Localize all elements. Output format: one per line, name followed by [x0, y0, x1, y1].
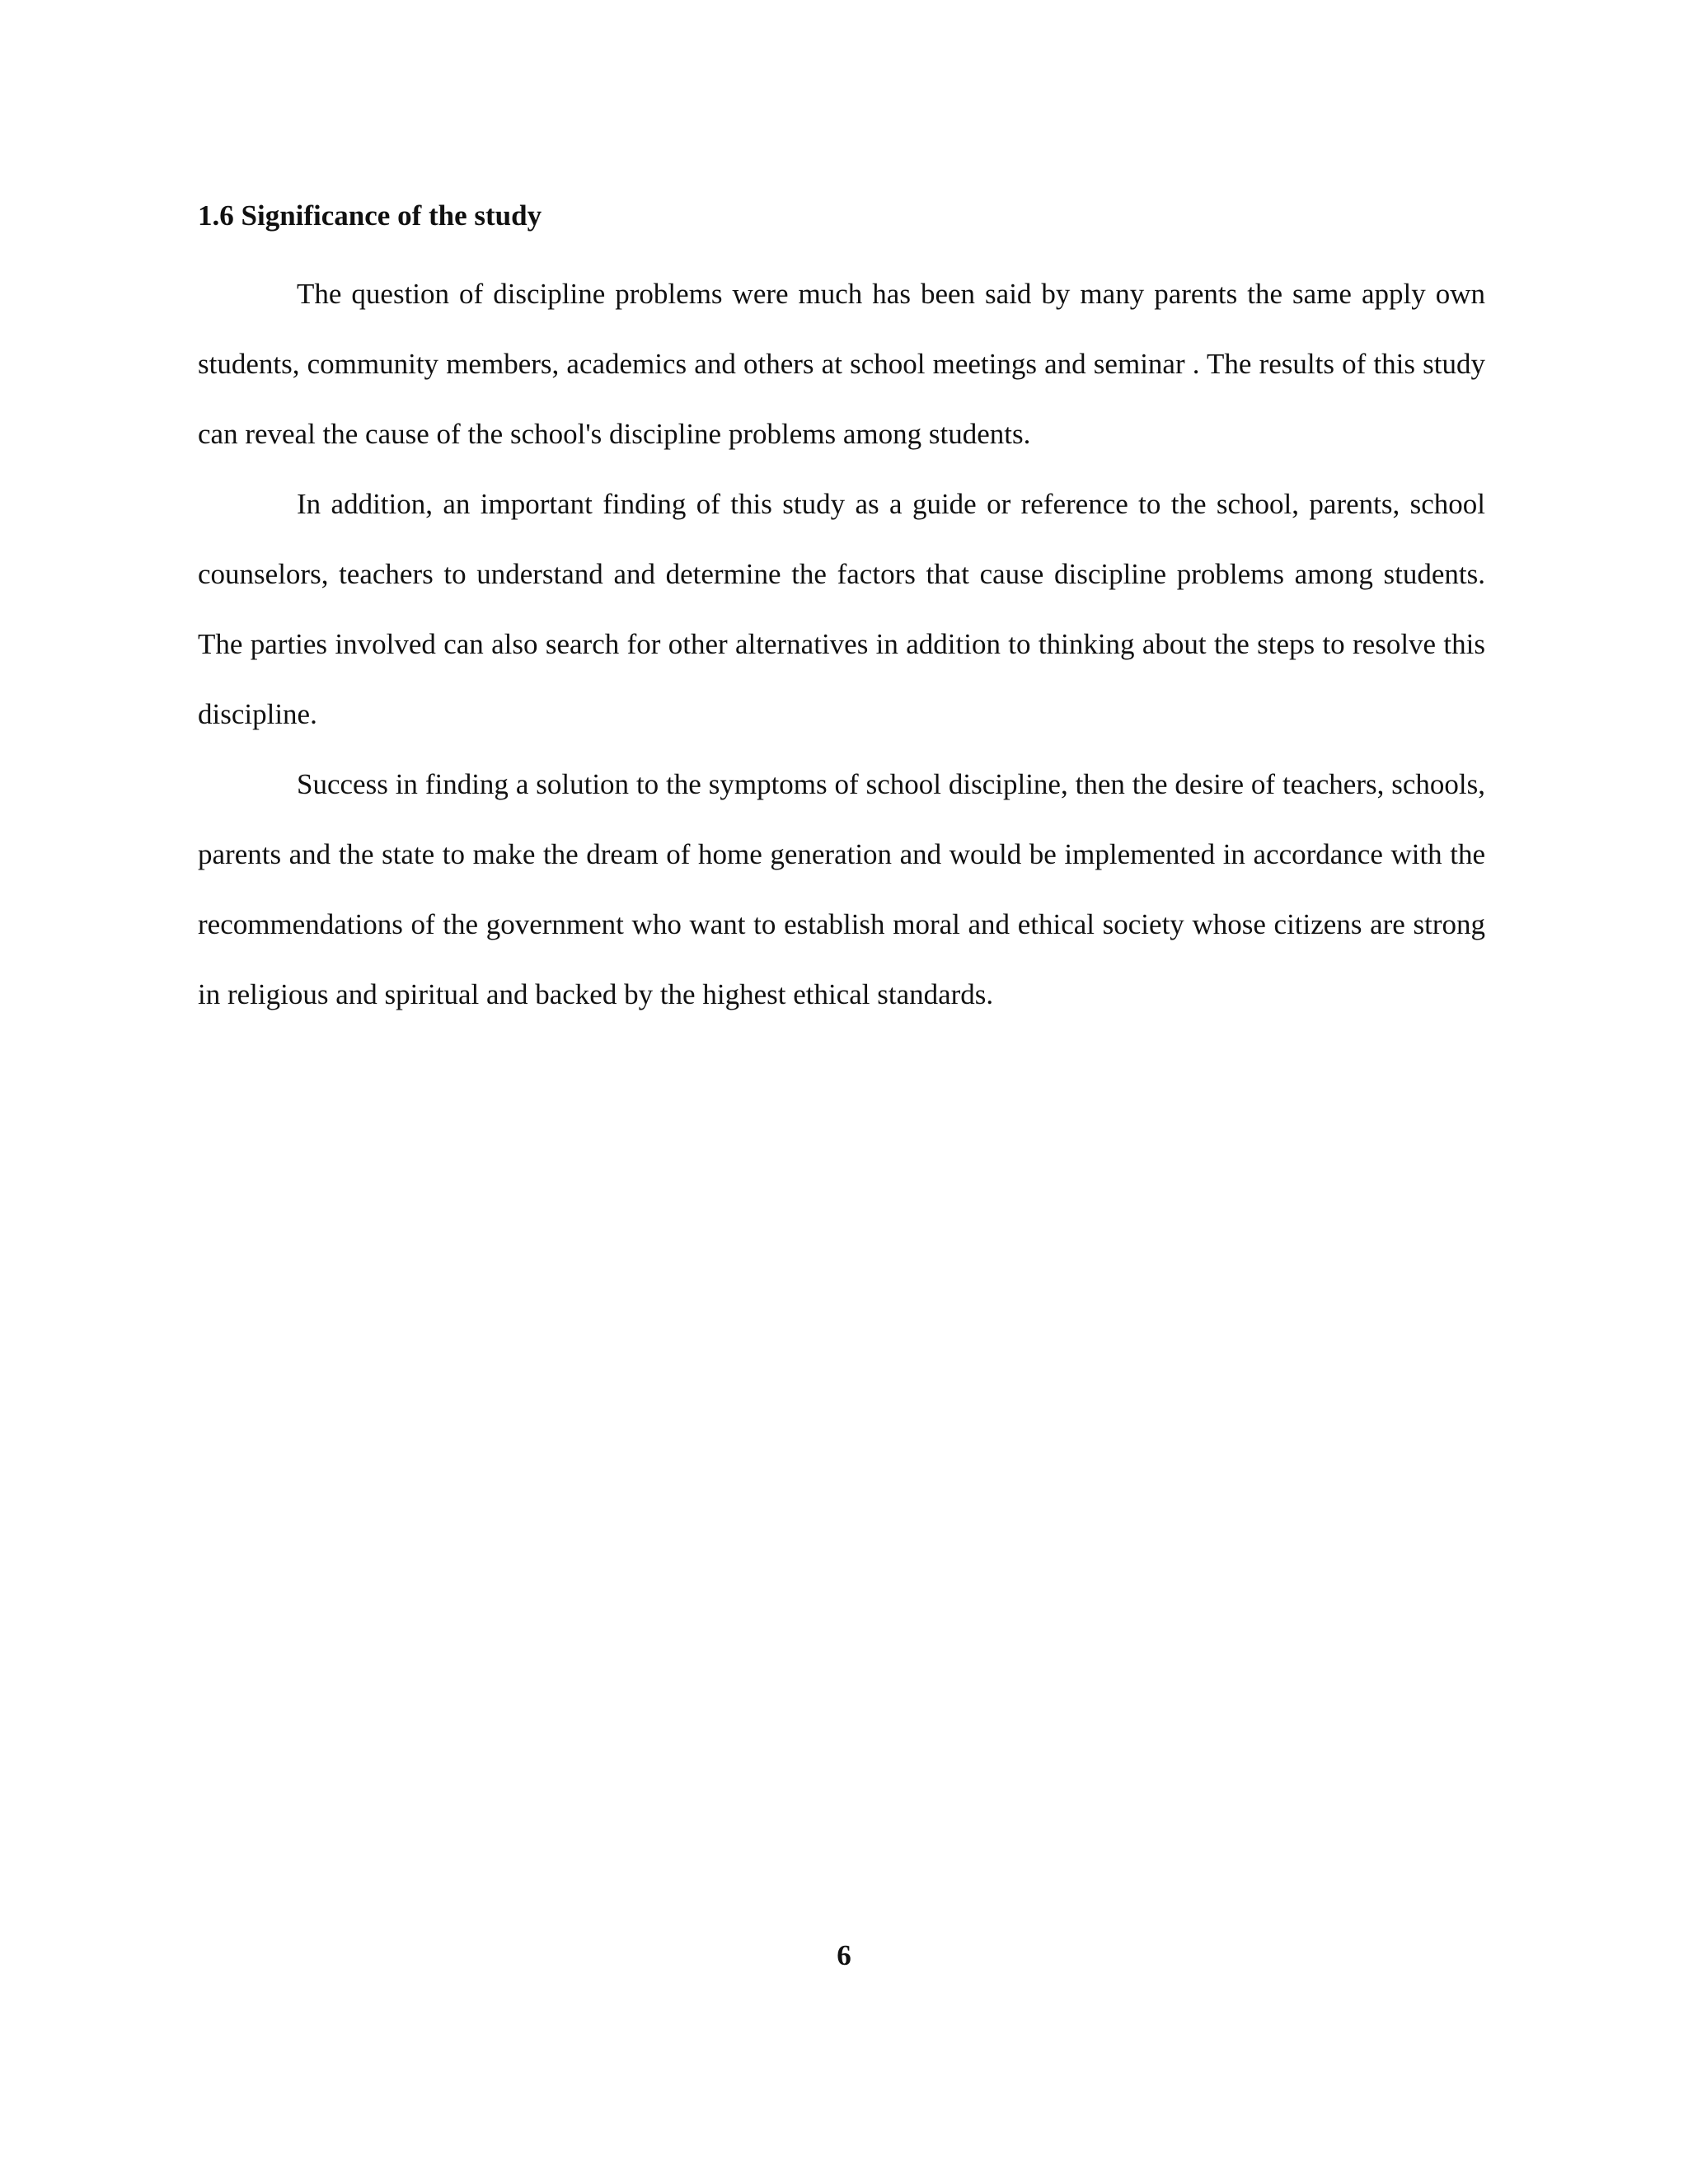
paragraph-3: Success in finding a solution to the symptoms of school discipline, then the desire of teachers, schools, parents and the state to make the dream of home generation and would be implemented in accordance with the recommendations of the government who want to establish moral and ethical society whose citizens are strong in religious and spiritual and backed by the highest ethical standards.: [198, 768, 1485, 1010]
page-number: 6: [837, 1939, 851, 1971]
paragraph-2: In addition, an important finding of this study as a guide or reference to the school, parents, school counselors, teachers to understand and determine the factors that cause discipline problems among students. The parties involved can also search for other alternatives in addition to thinking about the steps to resolve this discipline.: [198, 488, 1485, 730]
section-content: [198, 191, 1485, 1029]
section-heading: 1.6 Significance of the study: [198, 199, 542, 232]
paragraph-1: The question of discipline problems were much has been said by many parents the same apply own students, community members, academics and others at school meetings and seminar . The results of this study can reveal the cause of the school's discipline problems among students.: [198, 278, 1485, 450]
